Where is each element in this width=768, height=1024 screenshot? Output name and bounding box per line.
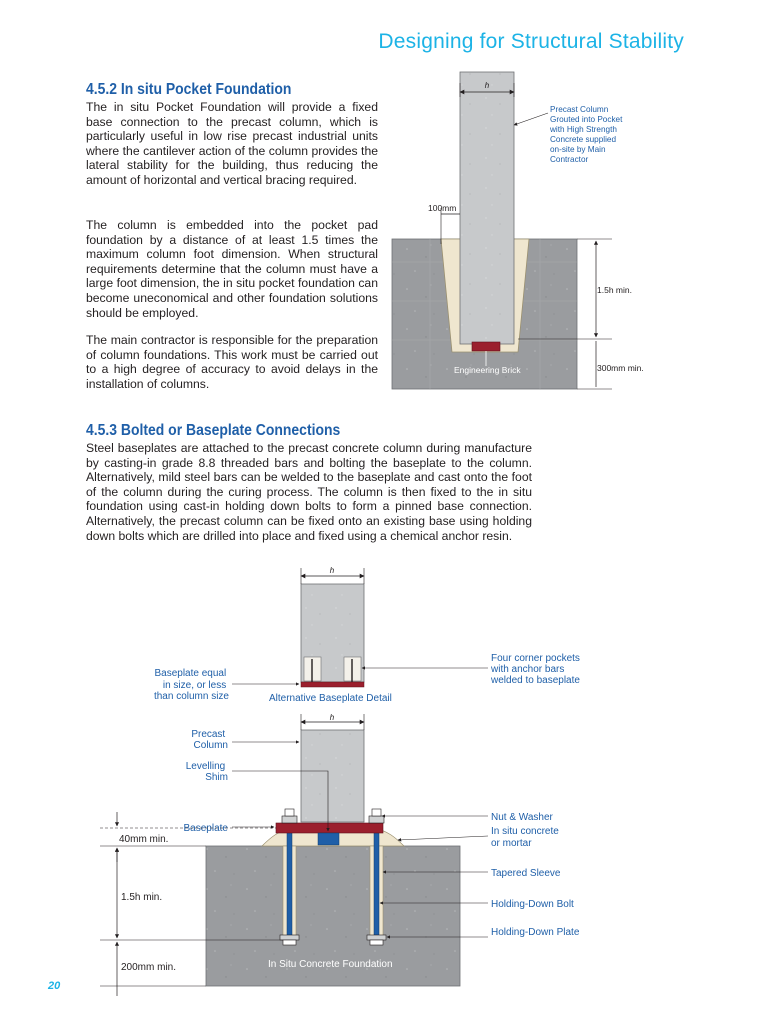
- engineering-brick-label: Engineering Brick: [454, 365, 521, 375]
- baseplate-main: [276, 823, 383, 833]
- section-heading-4-5-2: 4.5.2 In situ Pocket Foundation: [86, 81, 292, 98]
- precast-column: [460, 72, 514, 344]
- paragraph-4-5-3: Steel baseplates are attached to the precast concrete column during manufacture by casting-in grade 8.8 threaded bars and bolting the baseplate to the column. Alternatively, mild steel bars can be welded to the baseplate and cast onto the foot of the column during the curing process. The column is then fixed to the in situ foundation using cast-in holding down bolts to form a pinned base connection. Alternatively, the precast column can be fixed onto an existing base using holding down bolts which are drilled into place and fixed using a chemical anchor resin.: [86, 441, 532, 543]
- baseplate-label: Baseplate: [183, 823, 228, 834]
- nut-washer-left: [282, 816, 297, 823]
- holding-down-plate-label: Holding-Down Plate: [491, 927, 580, 938]
- alt-h-label: h: [329, 566, 335, 575]
- page-title: Designing for Structural Stability: [378, 30, 684, 53]
- paragraph-4-5-2-3: The main contractor is responsible for the preparation of column foundations. This work must be carried out to a high degree of accuracy to avoid delays in the installation of columns.: [86, 333, 378, 391]
- main-h-label: h: [329, 713, 335, 722]
- levelling-shim-label: Levelling Shim: [185, 761, 228, 783]
- holding-down-plate-left: [280, 935, 299, 940]
- baseplate-diagram: [100, 566, 583, 996]
- nut-washer-right: [369, 816, 384, 823]
- engineering-brick: [472, 342, 500, 351]
- baseplate-equal-label: Baseplate equal in size, or less than column size: [153, 668, 229, 702]
- levelling-shim: [318, 833, 339, 845]
- holding-down-plate-right: [367, 935, 386, 940]
- paragraph-4-5-2-2: The column is embedded into the pocket pad foundation by a distance of at least 1.5 times the maximum column foot dimension. When structural requirements determine that the column must have a large foot dimension, the in situ pocket foundation can become uneconomical and other foundation solutions should be employed.: [86, 218, 378, 320]
- alt-baseplate: [301, 682, 364, 687]
- section-heading-4-5-3: 4.5.3 Bolted or Baseplate Connections: [86, 422, 341, 439]
- holding-down-bolt-label: Holding-Down Bolt: [491, 899, 574, 910]
- paragraph-4-5-2-1: The in situ Pocket Foundation will provide a fixed base connection to the precast column, which is particularly useful in low rise precast industrial units where the cantilever action of the column provides the lateral stability for the building, thus reducing the amount of horizontal and vertical bracing required.: [86, 100, 378, 187]
- pocket-depth-label: 1.5h min.: [597, 285, 632, 295]
- foundation-label: In Situ Concrete Foundation: [268, 959, 393, 970]
- page-number: 20: [48, 980, 61, 992]
- nut-washer-label: Nut & Washer: [491, 812, 553, 823]
- dim-40mm-label: 40mm min.: [119, 834, 169, 845]
- alt-baseplate-detail-label: Alternative Baseplate Detail: [269, 693, 392, 704]
- precast-column-main: [301, 730, 364, 822]
- dim-1-5h-label: 1.5h min.: [121, 892, 163, 903]
- pocket-column-note: Precast Column Grouted into Pocket with High Strength Concrete supplied on-site by Main Contractor: [550, 105, 623, 164]
- dim-200mm-label: 200mm min.: [121, 962, 177, 973]
- corner-pockets-label: Four corner pockets with anchor bars welded to baseplate: [491, 653, 580, 686]
- precast-column-label: Precast Column: [191, 729, 228, 751]
- pocket-gap-label: 100mm: [428, 203, 457, 213]
- in-situ-concrete-label: In situ concrete or mortar: [491, 826, 559, 849]
- pocket-h-label: h: [484, 81, 490, 90]
- tapered-sleeve-label: Tapered Sleeve: [491, 868, 561, 879]
- pocket-base-label: 300mm min.: [597, 363, 644, 373]
- pocket-foundation-diagram: [392, 72, 644, 389]
